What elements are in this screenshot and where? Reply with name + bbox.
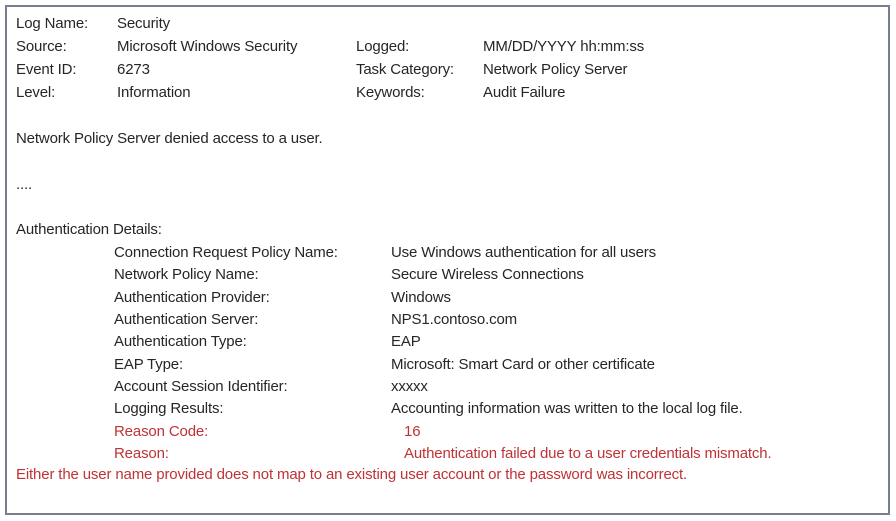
truncation-ellipsis-text: .... (16, 176, 33, 193)
logged-label: Logged: (356, 38, 410, 55)
level-label: Level: (16, 84, 56, 101)
error-note-text: Either the user name provided does not map to an existing user account or the password was incorrect. (16, 466, 688, 483)
event-header-row-source (7, 36, 888, 58)
truncation-ellipsis (7, 174, 888, 196)
event-id-label: Event ID: (16, 61, 77, 78)
auth-detail-row-account-session-id (7, 376, 888, 398)
detail-value: Secure Wireless Connections (391, 266, 584, 283)
auth-detail-row-auth-server (7, 309, 888, 331)
detail-label: Logging Results: (114, 400, 224, 417)
reason-code-value: 16 (404, 423, 421, 440)
detail-label: Authentication Provider: (114, 289, 270, 306)
level-value: Information (117, 84, 191, 101)
detail-value: EAP (391, 333, 421, 350)
error-note (7, 464, 888, 486)
detail-label: EAP Type: (114, 356, 183, 373)
logged-value: MM/DD/YYYY hh:mm:ss (483, 38, 645, 55)
task-category-value: Network Policy Server (483, 61, 628, 78)
log-name-label: Log Name: (16, 15, 89, 32)
detail-value: Accounting information was written to the local log file. (391, 400, 743, 417)
detail-value: NPS1.contoso.com (391, 311, 517, 328)
detail-value: Use Windows authentication for all users (391, 244, 656, 261)
reason-label: Reason: (114, 445, 169, 462)
reason-value: Authentication failed due to a user credentials mismatch. (404, 445, 772, 462)
detail-label: Authentication Server: (114, 311, 259, 328)
event-message (7, 128, 888, 150)
auth-detail-row-auth-type (7, 331, 888, 353)
auth-detail-row-connection-request-policy (7, 242, 888, 264)
source-value: Microsoft Windows Security (117, 38, 298, 55)
detail-value: Microsoft: Smart Card or other certificate (391, 356, 655, 373)
event-id-value: 6273 (117, 61, 150, 78)
event-header-row-log-name (7, 13, 888, 35)
auth-detail-row-network-policy (7, 264, 888, 286)
event-header-row-event-id (7, 59, 888, 81)
auth-detail-row-logging-results (7, 398, 888, 420)
auth-detail-row-reason-code (7, 421, 888, 443)
source-label: Source: (16, 38, 67, 55)
event-header-row-level (7, 82, 888, 104)
event-message-text: Network Policy Server denied access to a user. (16, 130, 323, 147)
auth-details-heading-text: Authentication Details: (16, 221, 162, 238)
auth-detail-row-auth-provider (7, 287, 888, 309)
auth-detail-row-eap-type (7, 354, 888, 376)
detail-label: Network Policy Name: (114, 266, 259, 283)
log-name-value: Security (117, 15, 170, 32)
detail-label: Connection Request Policy Name: (114, 244, 338, 261)
reason-code-label: Reason Code: (114, 423, 209, 440)
detail-label: Account Session Identifier: (114, 378, 288, 395)
detail-label: Authentication Type: (114, 333, 247, 350)
detail-value: Windows (391, 289, 451, 306)
auth-detail-row-reason (7, 443, 888, 465)
auth-details-heading (7, 219, 888, 241)
task-category-label: Task Category: (356, 61, 454, 78)
keywords-value: Audit Failure (483, 84, 566, 101)
detail-value: xxxxx (391, 378, 428, 395)
event-log-detail-panel (5, 5, 890, 515)
keywords-label: Keywords: (356, 84, 425, 101)
